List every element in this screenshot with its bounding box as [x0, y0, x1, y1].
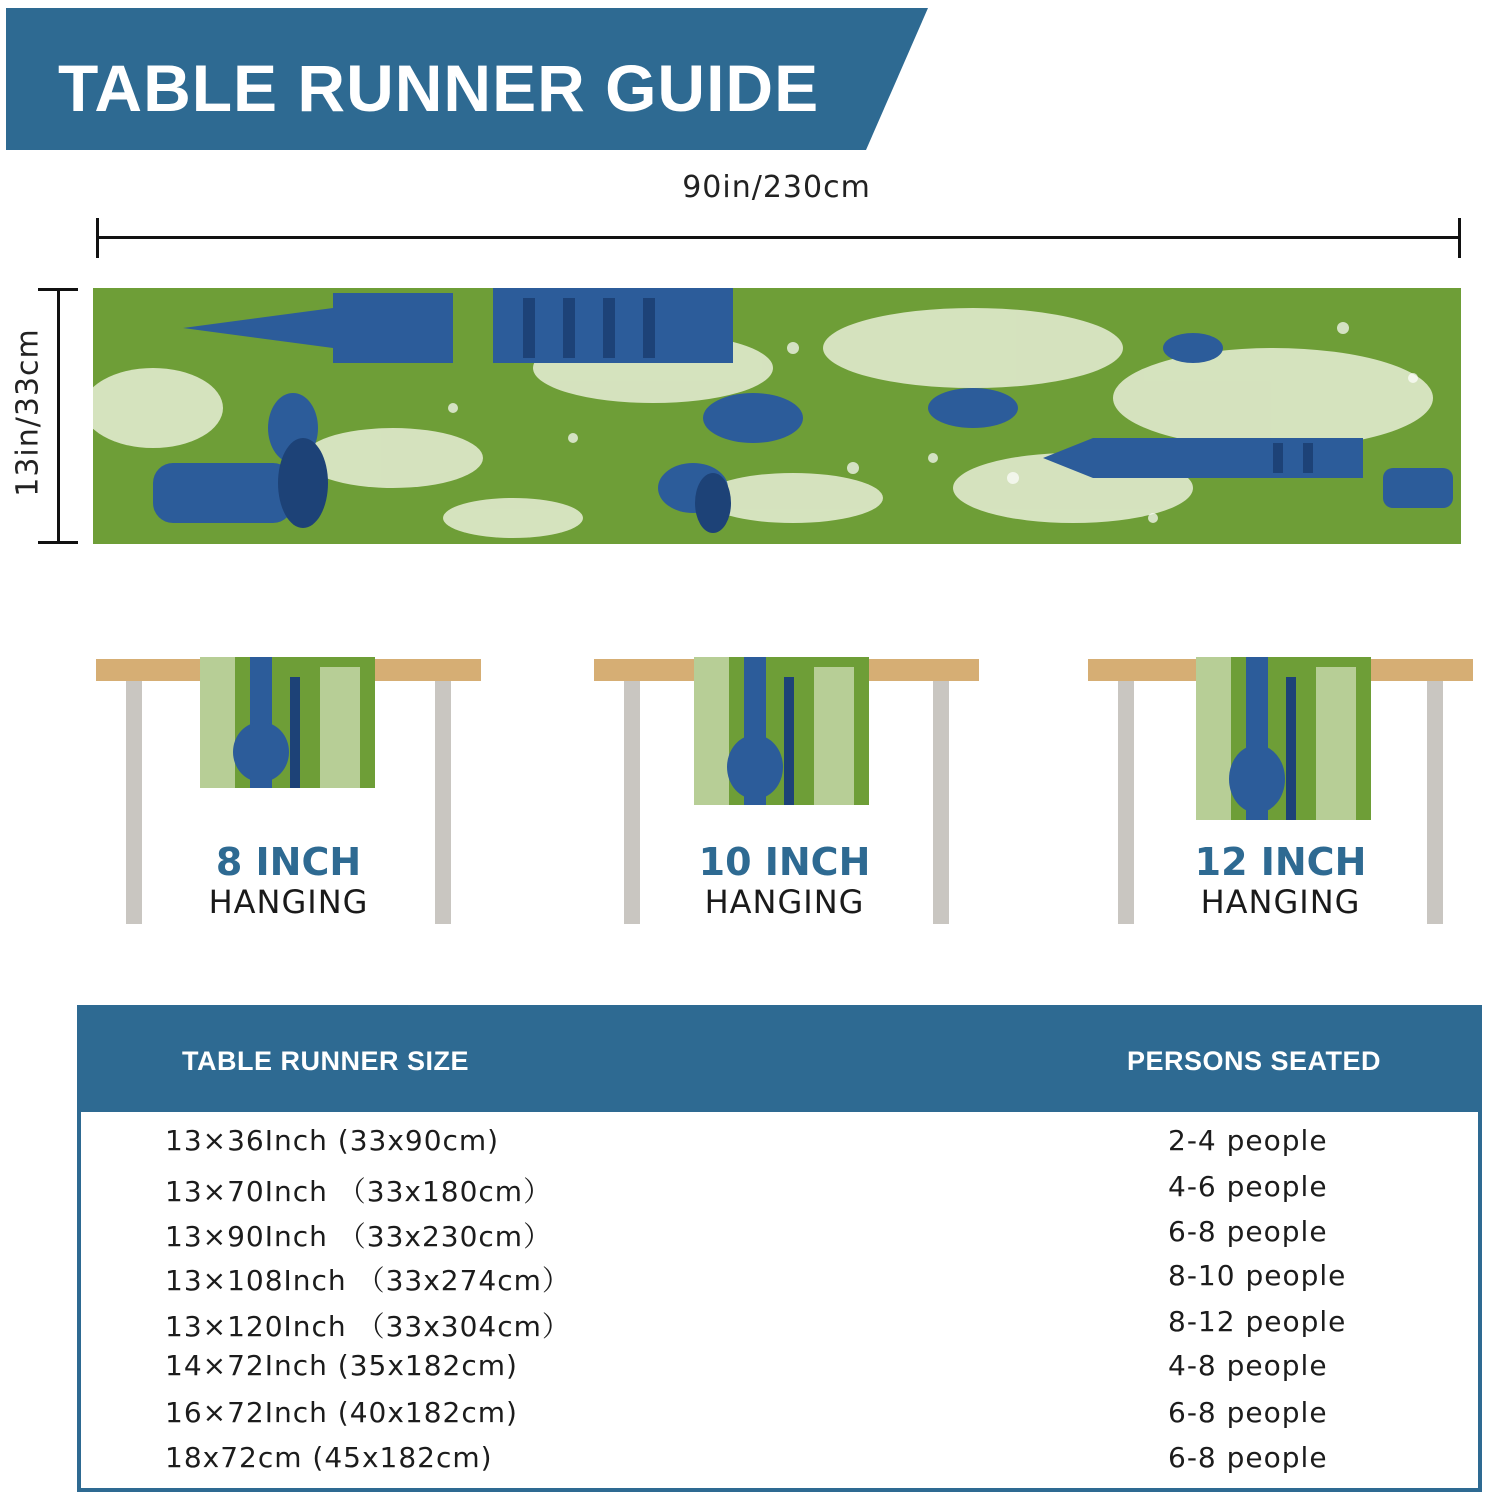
runner-drape-8 [200, 657, 375, 788]
page-title: TABLE RUNNER GUIDE [58, 51, 820, 125]
hanging-label-8 [96, 840, 481, 920]
table-row [81, 1349, 1478, 1389]
persons-seated-cell: 8-12 people [1168, 1305, 1347, 1338]
runner-size-cell: 16×72Inch (40x182cm) [165, 1396, 518, 1429]
height-dimension-label: 13in/33cm [10, 328, 46, 497]
persons-seated-cell: 8-10 people [1168, 1259, 1347, 1292]
persons-seated-cell: 6-8 people [1168, 1396, 1328, 1429]
hanging-size: 8 INCH [215, 840, 362, 884]
runner-drape-12 [1196, 657, 1371, 820]
runner-size-cell: 13×36Inch (33x90cm) [165, 1124, 500, 1157]
hanging-label-12 [1088, 840, 1473, 920]
runner-size-cell: 14×72Inch (35x182cm) [165, 1349, 518, 1382]
table-row [81, 1170, 1478, 1210]
height-dimension-cap-top [38, 288, 78, 291]
width-dimension-line [97, 236, 1461, 239]
hanging-size: 10 INCH [698, 840, 871, 884]
height-dimension-line [57, 289, 60, 544]
hanging-word: HANGING [208, 883, 369, 921]
runner-size-cell: 13×70Inch （33x180cm） [165, 1175, 553, 1208]
table-runner-image [93, 288, 1461, 544]
persons-seated-cell: 4-8 people [1168, 1349, 1328, 1382]
header-persons-seated: PERSONS SEATED [1127, 1046, 1382, 1076]
runner-size-cell: 13×90Inch （33x230cm） [165, 1220, 553, 1253]
width-dimension-cap-left [96, 218, 99, 258]
size-table [77, 1005, 1482, 1492]
width-dimension-cap-right [1458, 218, 1461, 258]
persons-seated-cell: 6-8 people [1168, 1215, 1328, 1248]
persons-seated-cell: 6-8 people [1168, 1441, 1328, 1474]
hanging-word: HANGING [704, 883, 865, 921]
table-row [81, 1396, 1478, 1436]
runner-size-cell: 18x72cm (45x182cm) [165, 1441, 493, 1474]
table-row [81, 1259, 1478, 1299]
width-dimension-label: 90in/230cm [682, 170, 871, 205]
hanging-size: 12 INCH [1194, 840, 1367, 884]
persons-seated-cell: 4-6 people [1168, 1170, 1328, 1203]
hanging-label-10 [592, 840, 977, 920]
hanging-word: HANGING [1200, 883, 1361, 921]
height-dimension-cap-bottom [38, 541, 78, 544]
table-row [81, 1215, 1478, 1255]
table-row [81, 1441, 1478, 1481]
size-table-header [81, 1009, 1478, 1112]
title-banner [6, 8, 1006, 150]
persons-seated-cell: 2-4 people [1168, 1124, 1328, 1157]
runner-size-cell: 13×108Inch （33x274cm） [165, 1264, 571, 1297]
table-row [81, 1305, 1478, 1345]
header-runner-size: TABLE RUNNER SIZE [182, 1046, 470, 1076]
runner-drape-10 [694, 657, 869, 805]
runner-size-cell: 13×120Inch （33x304cm） [165, 1310, 571, 1343]
table-row [81, 1124, 1478, 1164]
